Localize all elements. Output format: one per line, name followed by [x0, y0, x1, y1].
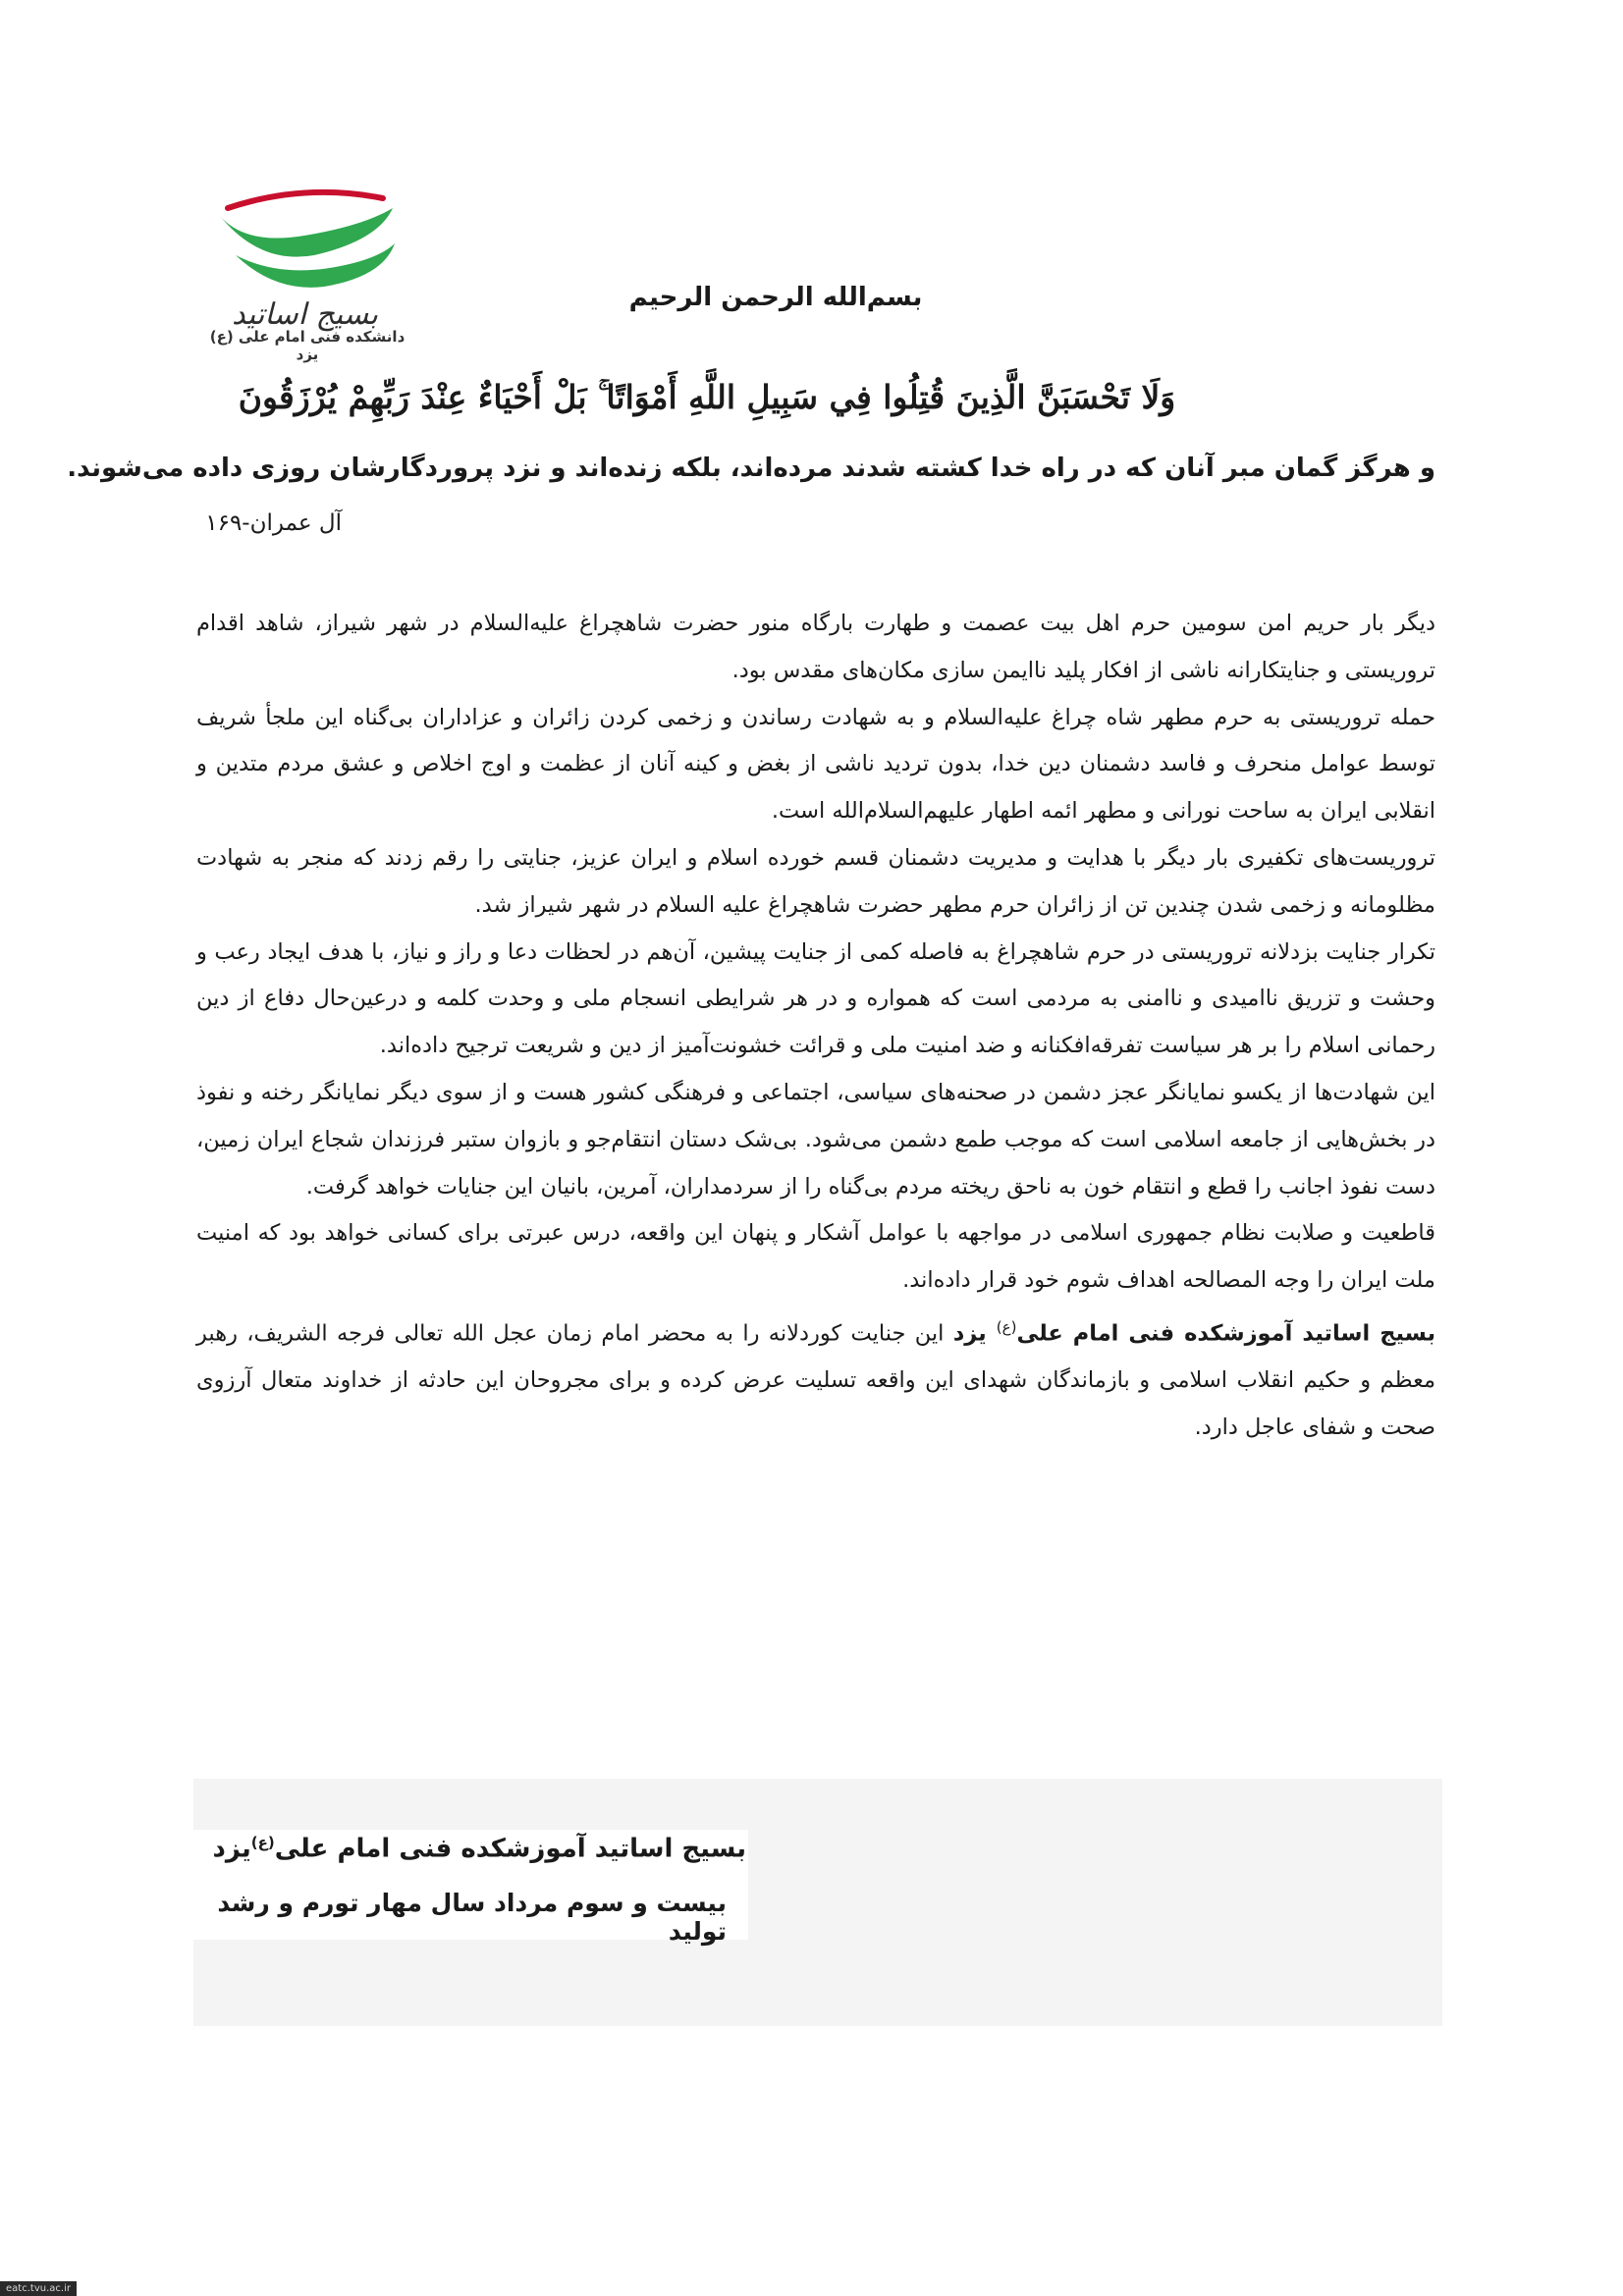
signature-date: بیست و سوم مرداد سال مهار تورم و رشد تولید	[217, 1889, 727, 1946]
signature-city: یزد	[212, 1834, 251, 1864]
issuer-honorific: (ع)	[996, 1317, 1017, 1336]
site-watermark: eatc.tvu.ac.ir	[0, 2281, 77, 2296]
bismillah-heading: بسم‌الله الرحمن الرحیم	[628, 283, 923, 312]
signature-background	[748, 1830, 1442, 1940]
logo-caption: دانشکده فنی امام علی (ع) یزد	[209, 328, 406, 363]
paragraph: تروریست‌های تکفیری بار دیگر با هدایت و مدیریت دشمنان قسم خورده اسلام و ایران عزیز، جنایتی را رقم زدند که منجر به شهادت مظلومانه و زخمی شدن چندین تن از زائران حرم مطهر حضرت شاهچراغ علیه السلام در شهر شیراز شد.	[196, 844, 1435, 918]
statement-body	[196, 601, 1435, 1452]
logo-wordmark: بسیج اساتید	[232, 297, 378, 332]
signature-background	[193, 1940, 1442, 2026]
paragraph: حمله تروریستی به حرم مطهر شاه چراغ علیه‌السلام و به شهادت رساندن و زخمی کردن زائران و عزاداران بی‌گناه این ملجأ شریف توسط عوامل منحرف و فاسد دشمنان دین خدا، بدون تردید ناشی از بغض و کینه آنان از عظمت و اوج اخلاص و عشق مردم متدین و انقلابی ایران به ساحت نورانی و مطهر ائمه اطهار علیهم‌السلام‌الله است.	[196, 704, 1435, 825]
paragraph-closing	[196, 1305, 1435, 1452]
signature-issuer	[196, 1834, 746, 1864]
issuer-name: بسیج اساتید آموزشکده فنی امام علی	[1016, 1320, 1436, 1347]
signature-background	[193, 1779, 1442, 1830]
basij-emblem-icon	[206, 187, 407, 334]
paragraph: دیگر بار حریم امن سومین حرم اهل بیت عصمت و طهارت بارگاه منور حضرت شاهچراغ علیه‌السلام در شهر شیراز، شاهد اقدام تروریستی و جنایتکارانه ناشی از افکار پلید ناایمن سازی مکان‌های مقدس بود.	[196, 611, 1435, 683]
paragraph: تکرار جنایت بزدلانه تروریستی در حرم شاهچراغ به فاصله کمی از جنایت پیشین، آن‌هم در لحظات دعا و راز و نیاز، با هدف ایجاد رعب و وحشت و تزریق ناامیدی و ناامنی به مردمی است که همواره و در هر شرایطی انسجام ملی و وحدت کلمه و درعین‌حال دفاع از دین رحمانی اسلام را بر هر سیاست تفرقه‌افکنانه و ضد امنیت ملی و قرائت خشونت‌آمیز از دین و شریعت ترجیح داده‌اند.	[196, 938, 1435, 1059]
signature-honorific: (ع)	[250, 1834, 275, 1851]
paragraph: قاطعیت و صلابت نظام جمهوری اسلامی در مواجهه با عوامل آشکار و پنهان این واقعه، درس عبرتی برای کسانی خواهد بود که امنیت ملت ایران را وجه المصالحه اهداف شوم خود قرار داده‌اند.	[196, 1220, 1435, 1294]
signature-issuer-name: بسیج اساتید آموزشکده فنی امام علی	[274, 1834, 746, 1864]
verse-reference: آل عمران-۱۶۹	[205, 510, 342, 536]
quran-verse: وَلَا تَحْسَبَنَّ الَّذِينَ قُتِلُوا فِي سَبِيلِ اللَّهِ أَمْوَاتًا ۚ بَلْ أَحْيَاءٌ عِنْدَ رَبِّهِمْ يُرْزَقُونَ	[238, 378, 1176, 416]
issuer-city: یزد	[952, 1320, 997, 1347]
condolence-text: این جنایت کوردلانه را به محضر امام زمان عجل الله تعالی فرجه الشریف، رهبر معظم و حکیم انقلاب اسلامی و بازماندگان شهدای این واقعه تسلیت عرض کرده و برای مجروحان این حادثه از خداوند متعال آرزوی صحت و شفای عاجل دارد.	[196, 1320, 1435, 1441]
paragraph: این شهادت‌ها از یکسو نمایانگر عجز دشمن در صحنه‌های سیاسی، اجتماعی و فرهنگی کشور هست و از سوی دیگر نمایانگر رخنه و نفوذ در بخش‌هایی از جامعه اسلامی است که موجب طمع دشمن می‌شود. بی‌شک دستان انتقام‌جو و بازوان ستبر فرزندان شجاع ایران زمین، دست نفوذ اجانب را قطع و انتقام خون به ناحق ریخته مردم بی‌گناه را از سردمداران، آمرین، بانیان این جنایات خواهد گرفت.	[196, 1079, 1435, 1200]
verse-translation: و هرگز گمان مبر آنان که در راه خدا کشته شدند مرده‌اند، بلکه زنده‌اند و نزد پروردگارشان روزی داده می‌شوند.	[67, 454, 1435, 483]
